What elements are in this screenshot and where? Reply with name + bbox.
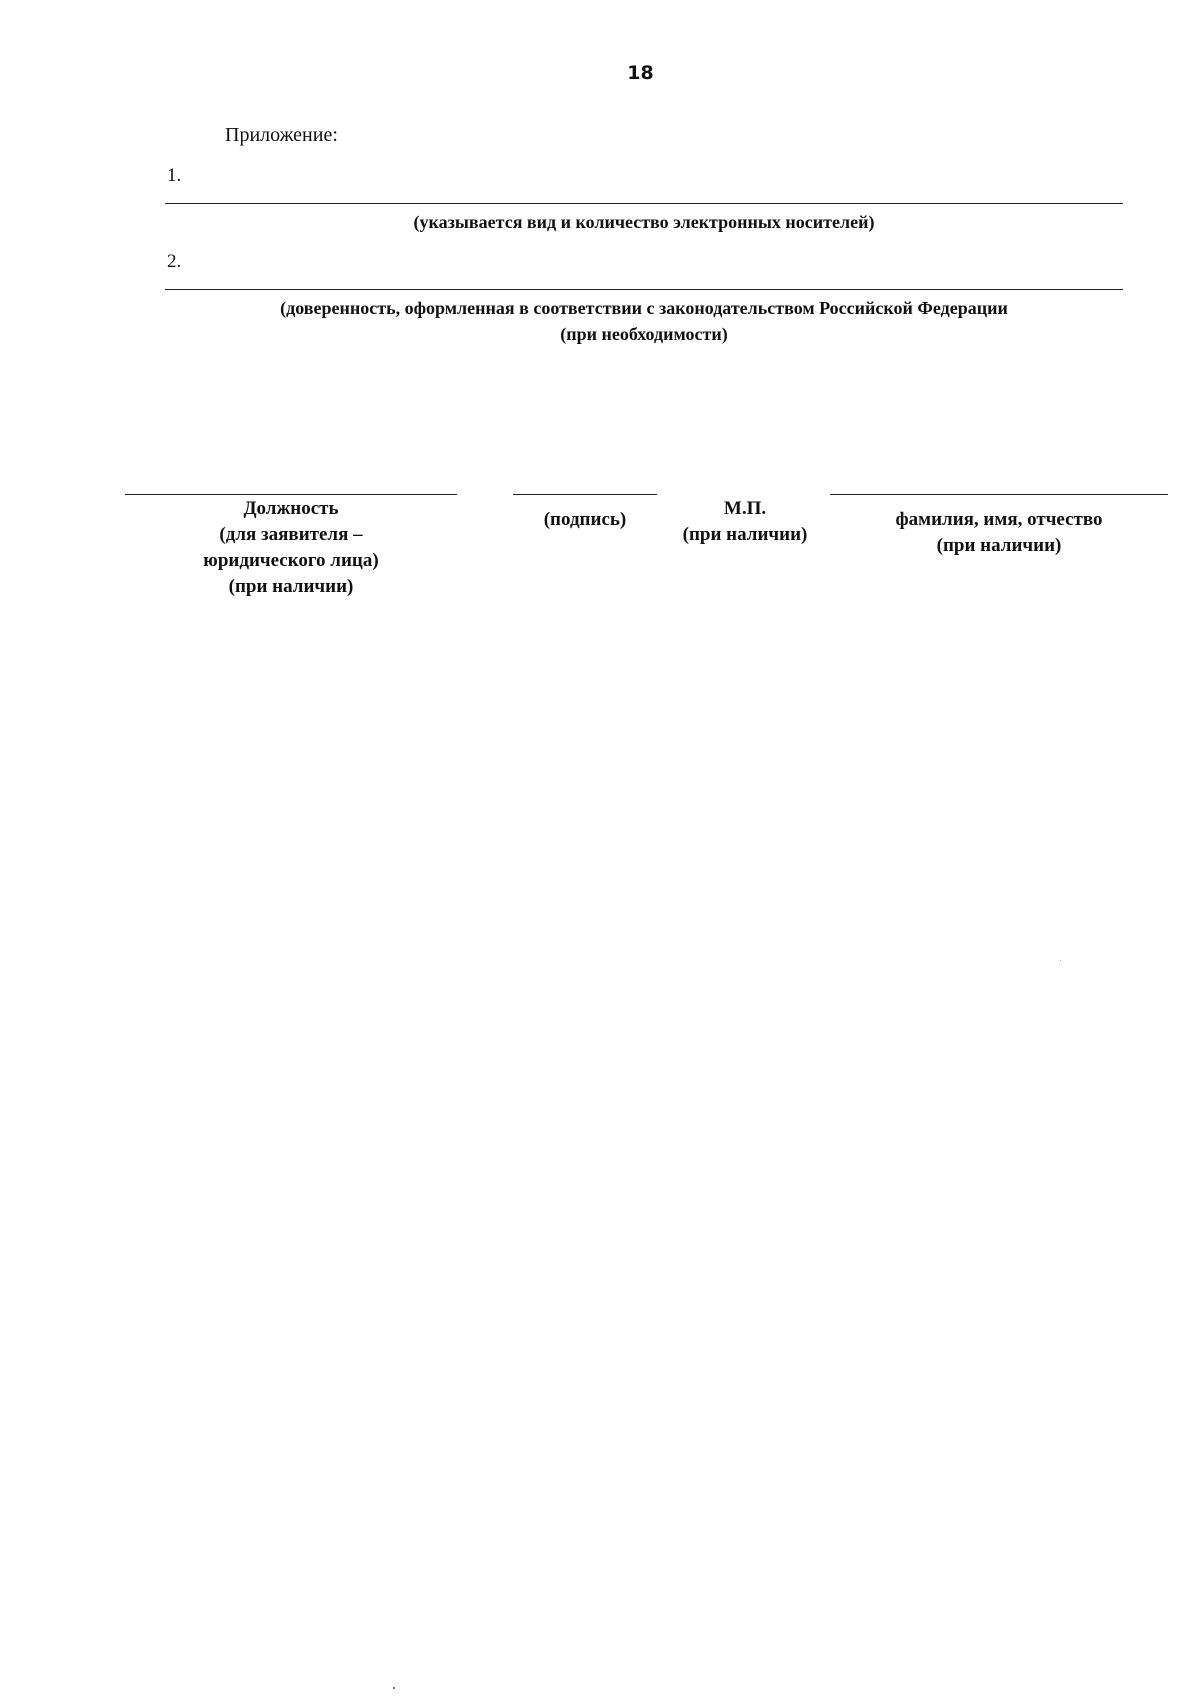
full-name-line[interactable]	[830, 494, 1168, 495]
attachment-item-1-line[interactable]	[165, 203, 1123, 204]
attachment-item-1-number: 1.	[167, 165, 182, 186]
scan-speck	[1060, 960, 1061, 961]
attachment-item-2-line[interactable]	[165, 289, 1123, 290]
attachment-item-1-caption-line: (указывается вид и количество электронных носителей)	[413, 212, 875, 232]
position-label-line: (для заявителя –	[219, 524, 363, 545]
page-number: 18	[627, 62, 654, 84]
full-name-label-line: фамилия, имя, отчество	[895, 509, 1103, 530]
scan-speck	[393, 1687, 395, 1689]
position-label-line: (при наличии)	[228, 576, 354, 597]
seal-label	[670, 496, 820, 548]
position-label-line: юридического лица)	[203, 550, 379, 571]
attachment-item-2-caption-line: (доверенность, оформленная в соответствии с законодательством Российской Федерации	[280, 298, 1008, 318]
signature-label	[513, 507, 657, 533]
full-name-label	[830, 507, 1168, 559]
full-name-label-line: (при наличии)	[936, 535, 1062, 556]
seal-label-line: М.П.	[723, 498, 767, 519]
position-label-line: Должность	[243, 498, 339, 519]
signature-line[interactable]	[513, 494, 657, 495]
signature-label-line: (подпись)	[543, 509, 627, 530]
position-line[interactable]	[125, 494, 457, 495]
attachment-item-2-caption-line: (при необходимости)	[560, 324, 728, 344]
attachment-item-2-number: 2.	[167, 251, 182, 272]
attachment-item-2-caption	[165, 295, 1123, 347]
position-label	[125, 496, 457, 600]
attachment-item-1-caption	[165, 209, 1123, 235]
attachment-heading: Приложение:	[225, 124, 338, 146]
seal-label-line: (при наличии)	[682, 524, 808, 545]
